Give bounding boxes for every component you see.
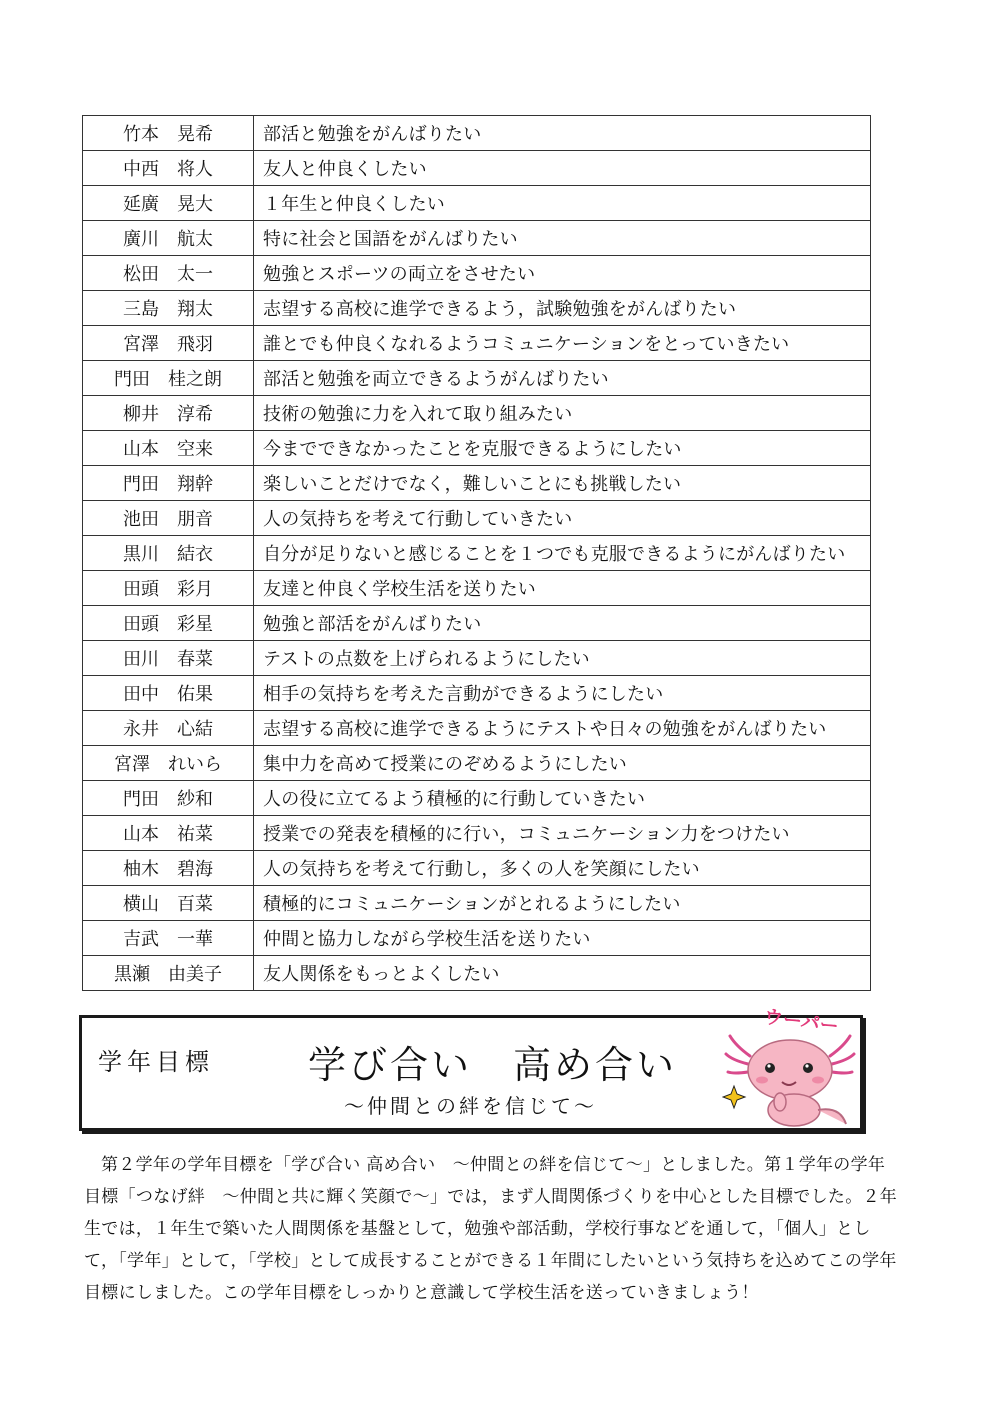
mascot-speech-text: ウーパー [762,1006,840,1039]
student-name: 山本 空来 [83,431,254,466]
table-row [83,676,871,711]
table-row [83,256,871,291]
table-row [83,921,871,956]
student-goal: 今までできなかったことを克服できるようにしたい [254,431,871,466]
student-goal: 誰とでも仲良くなれるようコミュニケーションをとっていきたい [254,326,871,361]
student-name: 竹本 晃希 [83,116,254,151]
student-name: 宮澤 れいら [83,746,254,781]
student-goal: 積極的にコミュニケーションがとれるようにしたい [254,886,871,921]
student-goal: 人の気持ちを考えて行動していきたい [254,501,871,536]
motto-description-paragraph: 第２学年の学年目標を「学び合い 高め合い ～仲間との絆を信じて～」としました。第１学年の学年目標「つなげ絆 ～仲間と共に輝く笑顔で～」では，まず人間関係づくりを中心とした目標でした。２年生では，１年生で築いた人間関係を基盤として，勉強や部活動，学校行事などを通して，「個人」として，「学年」として，「学校」として成長することができる１年間にしたいという気持ちを込めてこの学年目標にしました。この学年目標をしっかりと意識して学校生活を送っていきましょう！ [84,1155,898,1303]
table-row [83,151,871,186]
student-goal: 友達と仲良く学校生活を送りたい [254,571,871,606]
motto-main-title: 学び合い 高め合い [308,1043,678,1087]
table-row [83,816,871,851]
student-name: 田中 佑果 [83,676,254,711]
student-name: 吉武 一華 [83,921,254,956]
student-name: 田頭 彩星 [83,606,254,641]
student-goal: 自分が足りないと感じることを１つでも克服できるようにがんばりたい [254,536,871,571]
axolotl-mascot-icon [722,1006,862,1132]
table-row [83,746,871,781]
table-row [83,851,871,886]
student-goal: 授業での発表を積極的に行い，コミュニケーション力をつけたい [254,816,871,851]
table-row [83,886,871,921]
student-name: 柳井 淳希 [83,396,254,431]
table-row [83,431,871,466]
table-row [83,466,871,501]
student-goal: 特に社会と国語をがんばりたい [254,221,871,256]
student-name: 門田 翔幹 [83,466,254,501]
student-goal: テストの点数を上げられるようにしたい [254,641,871,676]
student-goal: 志望する高校に進学できるよう，試験勉強をがんばりたい [254,291,871,326]
student-goal: 勉強と部活をがんばりたい [254,606,871,641]
student-name: 田頭 彩月 [83,571,254,606]
table-row [83,956,871,991]
student-name: 門田 桂之朗 [83,361,254,396]
student-goal: 勉強とスポーツの両立をさせたい [254,256,871,291]
student-goal: 相手の気持ちを考えた言動ができるようにしたい [254,676,871,711]
grade-motto-box [79,1006,863,1131]
student-name: 横山 百菜 [83,886,254,921]
table-row [83,781,871,816]
student-name: 松田 太一 [83,256,254,291]
table-row [83,501,871,536]
table-row [83,396,871,431]
table-row [83,361,871,396]
student-goal: 楽しいことだけでなく，難しいことにも挑戦したい [254,466,871,501]
table-row [83,571,871,606]
student-name: 田川 春菜 [83,641,254,676]
student-goal: 仲間と協力しながら学校生活を送りたい [254,921,871,956]
student-name: 黒瀬 由美子 [83,956,254,991]
student-goal: 志望する高校に進学できるようにテストや日々の勉強をがんばりたい [254,711,871,746]
table-row [83,711,871,746]
student-name: 廣川 航太 [83,221,254,256]
student-name: 門田 紗和 [83,781,254,816]
motto-label: 学年目標 [98,1048,214,1076]
motto-subtitle: ～仲間との絆を信じて～ [344,1094,597,1118]
student-goals-table [82,115,871,991]
student-name: 永井 心結 [83,711,254,746]
student-name: 宮澤 飛羽 [83,326,254,361]
table-row [83,291,871,326]
student-name: 延廣 晃大 [83,186,254,221]
student-goal: １年生と仲良くしたい [254,186,871,221]
student-goal: 友人と仲良くしたい [254,151,871,186]
table-row [83,116,871,151]
table-row [83,186,871,221]
table-row [83,606,871,641]
table-row [83,221,871,256]
table-row [83,326,871,361]
table-row [83,641,871,676]
student-name: 柚木 碧海 [83,851,254,886]
student-goal: 集中力を高めて授業にのぞめるようにしたい [254,746,871,781]
table-row [83,536,871,571]
student-goal: 人の気持ちを考えて行動し，多くの人を笑顔にしたい [254,851,871,886]
student-goal: 人の役に立てるよう積極的に行動していきたい [254,781,871,816]
student-name: 三島 翔太 [83,291,254,326]
student-goal: 部活と勉強を両立できるようがんばりたい [254,361,871,396]
student-goal: 部活と勉強をがんばりたい [254,116,871,151]
student-name: 黒川 結衣 [83,536,254,571]
student-name: 池田 朋音 [83,501,254,536]
student-name: 中西 将人 [83,151,254,186]
student-name: 山本 祐菜 [83,816,254,851]
student-goal: 技術の勉強に力を入れて取り組みたい [254,396,871,431]
student-goal: 友人関係をもっとよくしたい [254,956,871,991]
